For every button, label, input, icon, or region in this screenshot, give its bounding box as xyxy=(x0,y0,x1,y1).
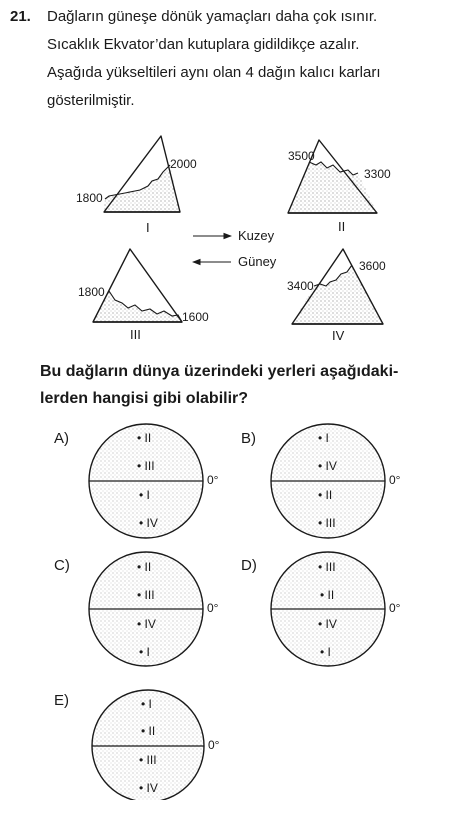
option-e[interactable] xyxy=(54,690,220,800)
option-a-point-2: • III xyxy=(137,459,155,473)
mountain-iii xyxy=(78,249,209,342)
option-c-point-3: • IV xyxy=(137,617,156,631)
mountain-i xyxy=(76,136,197,235)
option-d-equator-label: 0° xyxy=(389,601,401,615)
option-a-point-1: • II xyxy=(137,431,152,445)
mountain-iii-right-value: 1600 xyxy=(182,310,209,324)
option-e-point-4: • IV xyxy=(139,781,158,795)
option-e-letter: E) xyxy=(54,692,69,709)
option-b-point-4: • III xyxy=(318,516,336,530)
question-line-2: Sıcaklık Ekvator’dan kutuplara gidildikçe azalır. xyxy=(47,36,360,53)
question-number: 21. xyxy=(10,8,31,25)
mountain-i-right-value: 2000 xyxy=(170,157,197,171)
option-d-point-1: • III xyxy=(318,560,336,574)
prompt-line-1: Bu dağların dünya üzerindeki yerleri aşağıdaki- xyxy=(40,363,399,380)
direction-north-label: Kuzey xyxy=(238,228,275,243)
mountain-iv-right-value: 3600 xyxy=(359,259,386,273)
option-a-point-4: • IV xyxy=(139,516,158,530)
option-e-point-1: • I xyxy=(141,697,152,711)
option-c-letter: C) xyxy=(54,557,70,574)
mountains-diagram xyxy=(0,0,475,360)
option-e-point-3: • III xyxy=(139,753,157,767)
option-b-letter: B) xyxy=(241,430,256,447)
option-c-equator-label: 0° xyxy=(207,601,219,615)
mountain-iv xyxy=(287,249,386,343)
option-a-letter: A) xyxy=(54,430,69,447)
option-e-equator-label: 0° xyxy=(208,738,220,752)
mountain-ii xyxy=(288,140,391,234)
mountain-i-left-value: 1800 xyxy=(76,191,103,205)
question-line-1: Dağların güneşe dönük yamaçları daha çok ısınır. xyxy=(47,8,378,25)
question-line-4: gösterilmiştir. xyxy=(47,92,135,109)
option-e-point-2: • II xyxy=(141,724,156,738)
option-a-point-3: • I xyxy=(139,488,150,502)
mountain-iv-label: IV xyxy=(332,328,345,343)
mountain-i-label: I xyxy=(146,220,150,235)
mountain-ii-label: II xyxy=(338,219,346,234)
direction-arrows xyxy=(193,228,277,269)
option-c-point-4: • I xyxy=(139,645,150,659)
direction-south-label: Güney xyxy=(238,254,277,269)
option-d-letter: D) xyxy=(241,557,257,574)
option-c-point-2: • III xyxy=(137,588,155,602)
option-d-point-3: • IV xyxy=(318,617,337,631)
option-b-point-2: • IV xyxy=(318,459,337,473)
answer-options xyxy=(0,420,475,800)
prompt-line-2: lerden hangisi gibi olabilir? xyxy=(40,390,249,407)
option-a[interactable] xyxy=(54,424,219,538)
option-b-point-3: • II xyxy=(318,488,333,502)
option-b-point-1: • I xyxy=(318,431,329,445)
mountain-iii-left-value: 1800 xyxy=(78,285,105,299)
mountain-ii-right-value: 3300 xyxy=(364,167,391,181)
option-b[interactable] xyxy=(241,424,401,538)
option-d-point-4: • I xyxy=(320,645,331,659)
mountain-iv-left-value: 3400 xyxy=(287,279,314,293)
option-d[interactable] xyxy=(241,552,401,666)
option-d-point-2: • II xyxy=(320,588,335,602)
mountain-iii-label: III xyxy=(130,327,141,342)
option-b-equator-label: 0° xyxy=(389,473,401,487)
option-c[interactable] xyxy=(54,552,219,666)
option-a-equator-label: 0° xyxy=(207,473,219,487)
option-c-point-1: • II xyxy=(137,560,152,574)
question-line-3: Aşağıda yükseltileri aynı olan 4 dağın kalıcı karları xyxy=(47,64,381,81)
mountain-ii-left-value: 3500 xyxy=(288,149,315,163)
